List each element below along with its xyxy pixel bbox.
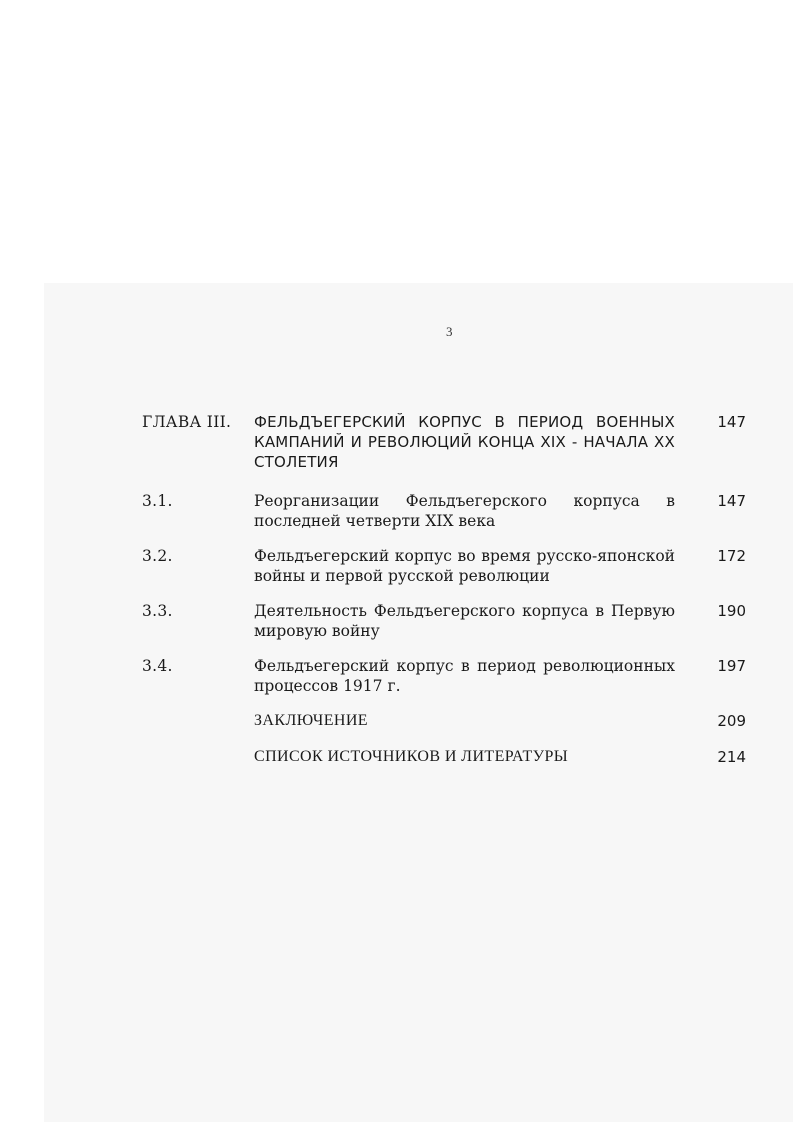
toc-entry-page: 172 [717,547,746,565]
toc-entry-number: 3.3. [142,602,173,620]
toc-entry-page: 214 [717,748,746,766]
toc-entry-title: ФЕЛЬДЪЕГЕРСКИЙ КОРПУС В ПЕРИОД ВОЕННЫХ КАМПАНИЙ И РЕВОЛЮЦИЙ КОНЦА XIX - НАЧАЛА XX СТОЛЕТИЯ [254,413,675,471]
toc-entry-references [142,747,746,767]
toc-entry-number: ГЛАВА III. [142,413,232,431]
toc-entry-page: 147 [717,492,746,510]
toc-entry-number: 3.1. [142,492,173,510]
toc-entry-title: СПИСОК ИСТОЧНИКОВ И ЛИТЕРАТУРЫ [254,748,569,765]
toc-entry-title: Фельдъегерский корпус в период революционных процессов 1917 г. [254,657,675,695]
toc-entry-3-4 [142,656,746,696]
table-of-contents [142,412,746,767]
page-number: 3 [446,324,453,339]
toc-entry-title: Фельдъегерский корпус во время русско-японской войны и первой русской революции [254,547,675,585]
toc-entry-number: 3.2. [142,547,173,565]
toc-entry-page: 197 [717,657,746,675]
toc-entry-page: 209 [717,712,746,730]
toc-entry-conclusion [142,711,746,731]
toc-entry-title: Деятельность Фельдъегерского корпуса в Первую мировую войну [254,602,675,640]
toc-entry-3-2 [142,546,746,586]
toc-entry-page: 190 [717,602,746,620]
toc-entry-3-3 [142,601,746,641]
toc-entry-number: 3.4. [142,657,173,675]
toc-entry-chapter-3 [142,412,746,472]
toc-entry-title: Реорганизации Фельдъегерского корпуса в последней четверти XIX века [254,492,675,530]
toc-entry-page: 147 [717,413,746,431]
toc-entry-3-1 [142,491,746,531]
toc-entry-title: ЗАКЛЮЧЕНИЕ [254,712,368,729]
